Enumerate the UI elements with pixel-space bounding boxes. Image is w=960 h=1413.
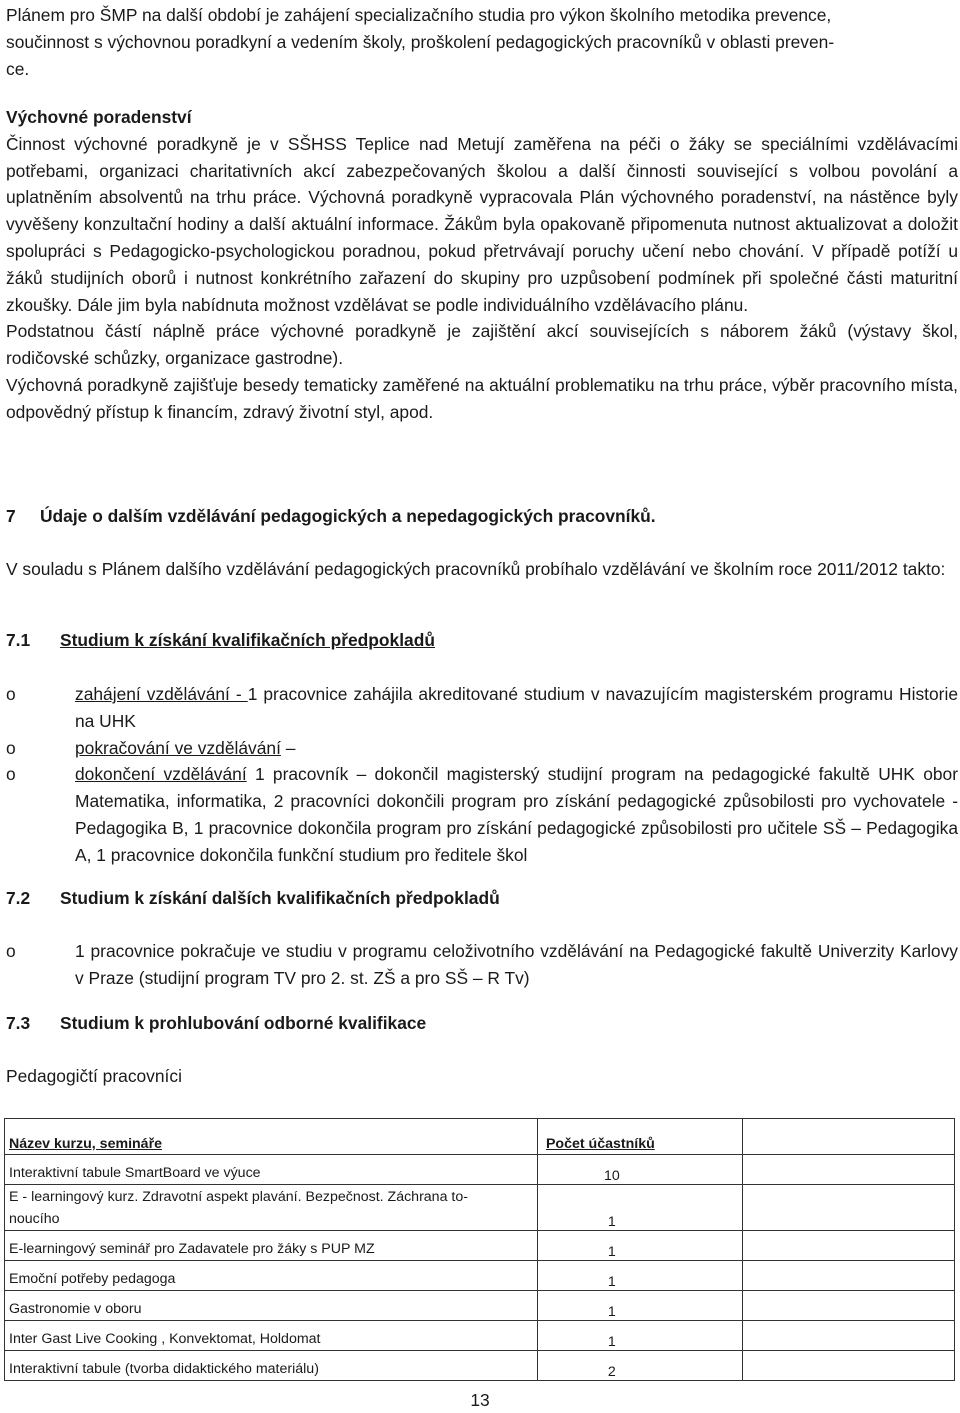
table-row [5,1231,955,1261]
poradenstvi-paragraph-2: Podstatnou částí náplně práce výchovné poradkyně je zajištění akcí souvisejících s náborem žáků (výstavy škol, rodičovské schůzky, organizace gastrodne). [6,321,958,369]
section-7-2-title: Studium k získání dalších kvalifikačních předpokladů [60,888,500,908]
list-item-content [75,681,958,735]
list-item-content [75,761,958,868]
poradenstvi-paragraph-3: Výchovná poradkyně zajišťuje besedy tematicky zaměřené na aktuální problematiku na trhu práce, výběr pracovního místa, odpovědný přístup k financím, zdravý životní styl, apod. [6,374,958,422]
empty-cell [742,1351,954,1381]
list-item-text: 1 pracovník – dokončil magisterský studijní program na pedagogické fakultě UHK obor Matematika, informatika, 2 pracovníci dokončili program pro získání pedagogické způsobilosti pro vychovatele - Pedagogika B, 1 pracovnice dokončila program pro získání pedagogické způsobilosti pro učitele SŠ – Pedagogika A, 1 pracovnice dokončila funkční studium pro ředitele škol [75,764,958,865]
course-name: Emoční potřeby pedagoga [9,1271,176,1287]
table-row [5,1155,955,1185]
list-item [6,938,958,992]
header-empty [742,1119,954,1155]
list-item-text: 1 pracovnice zahájila akreditované studium v navazujícím magisterském programu Historie na UHK [75,684,958,731]
table-row [5,1321,955,1351]
section-7-3-title: Studium k prohlubování odborné kvalifikace [60,1013,427,1033]
section-7-3-heading [6,1010,958,1037]
course-name-cell [5,1261,538,1291]
course-name-cell [5,1185,538,1231]
course-count: 1 [537,1321,742,1351]
section-7 [6,503,958,530]
courses-table [4,1118,955,1381]
list-item [6,681,958,735]
course-count: 2 [537,1351,742,1381]
section-7-number: 7 [6,506,16,526]
course-name-cell [5,1231,538,1261]
section-7-1-list [6,681,958,869]
list-item-text: – [280,737,296,758]
courses-table-wrap [4,1118,955,1381]
section-7-2 [6,885,958,912]
empty-cell [742,1155,954,1185]
course-name: Interaktivní tabule (tvorba didaktického materiálu) [9,1361,319,1377]
empty-cell [742,1185,954,1231]
intro-line-1: Plánem pro ŠMP na další období je zahájení specializačního studia pro výkon školního metodika prevence, [6,5,832,25]
intro-block [6,2,958,82]
course-name-continued: noucího [9,1211,60,1227]
section-7-3-subheading: Pedagogičtí pracovníci [6,1066,182,1086]
section-7-1-title: Studium k získání kvalifikačních předpokladů [60,630,435,650]
header-count: Počet účastníků [537,1119,742,1155]
bullet-marker: o [6,764,16,785]
course-name: E-learningový seminář pro Zadavatele pro žáky s PUP MZ [9,1241,375,1257]
section-7-1-heading [6,627,958,654]
list-item-label: zahájení vzdělávání - [75,684,248,704]
section-7-3-subheading-block [6,1063,958,1090]
section-7-intro-block [6,556,958,583]
course-count: 1 [537,1231,742,1261]
section-7-1-number: 7.1 [6,630,31,650]
section-7-2-heading [6,885,958,912]
section-7-2-list [6,938,958,992]
section-7-intro: V souladu s Plánem dalšího vzdělávání pedagogických pracovníků probíhalo vzdělávání ve školním roce 2011/2012 takto: [6,559,946,579]
poradenstvi-paragraph-1: Činnost výchovné poradkyně je v SŠHSS Teplice nad Metují zaměřena na péči o žáky se speciálními vzdělávacími potřebami, organizaci charitativních akcí zabezpečovaných školou a další činnosti související s volbou povolání a uplatněním absolventů na trhu práce. Výchovná poradkyně vypracovala Plán výchovného poradenství, na nástěnce byly vyvěšeny konzultační hodiny a další aktuální informace. Žákům byla opakovaně připomenuta nutnost aktualizovat a doložit spolupráci s Pedagogicko-psychologickou poradnou, pokud přetrvávají poruchy učení nebo chování. V případě potíží u žáků studijních oborů i nutnost konkrétního zařazení do skupiny pro uzpůsobení podmínek při společné části maturitní zkoušky. Dále jim byla nabídnuta možnost vzdělávat se podle individuálního vzdělávacího plánu. [6,133,958,315]
page-number: 13 [470,1390,490,1410]
course-count: 1 [537,1261,742,1291]
course-count: 1 [537,1185,742,1231]
poradenstvi-heading: Výchovné poradenství [6,107,192,127]
course-name-cell [5,1155,538,1185]
course-name: Gastronomie v oboru [9,1301,142,1317]
empty-cell [742,1321,954,1351]
table-header-row [5,1119,955,1155]
empty-cell [742,1291,954,1321]
course-name: E - learningový kurz. Zdravotní aspekt plavání. Bezpečnost. Záchrana to- [9,1189,468,1205]
section-7-title: Údaje o dalším vzdělávání pedagogických a nepedagogických pracovníků. [40,506,656,526]
section-7-3-number: 7.3 [6,1013,31,1033]
course-name-cell [5,1351,538,1381]
course-name-cell [5,1291,538,1321]
empty-cell [742,1261,954,1291]
poradenstvi-section [6,104,958,426]
empty-cell [742,1231,954,1261]
list-item-label: pokračování ve vzdělávání [75,737,281,758]
list-item-content: 1 pracovnice pokračuje ve studiu v programu celoživotního vzdělávání na Pedagogické fakultě Univerzity Karlovy v Praze (studijní program TV pro 2. st. ZŠ a pro SŠ – R Tv) [75,941,958,988]
course-name-cell [5,1321,538,1351]
list-item-label: dokončení vzdělávání [75,764,247,785]
course-name: Interaktivní tabule SmartBoard ve výuce [9,1165,261,1181]
course-count: 10 [537,1155,742,1185]
bullet-marker: o [6,737,16,758]
list-item [6,735,958,762]
list-item-content [75,735,958,762]
table-row [5,1291,955,1321]
table-row [5,1261,955,1291]
section-7-3 [6,1010,958,1037]
section-7-2-number: 7.2 [6,888,31,908]
table-row [5,1351,955,1381]
section-7-1 [6,627,958,654]
header-course: Název kurzu, semináře [5,1119,538,1155]
intro-line-3: ce. [6,58,30,79]
bullet-marker: o [6,941,16,961]
section-7-heading [6,503,958,530]
intro-line-2: součinnost s výchovnou poradkyní a vedením školy, proškolení pedagogických pracovníků v oblasti preven- [6,31,835,52]
course-count: 1 [537,1291,742,1321]
list-item [6,761,958,868]
table-row [5,1185,955,1231]
bullet-marker: o [6,684,16,704]
course-name: Inter Gast Live Cooking , Konvektomat, Holdomat [9,1331,321,1347]
